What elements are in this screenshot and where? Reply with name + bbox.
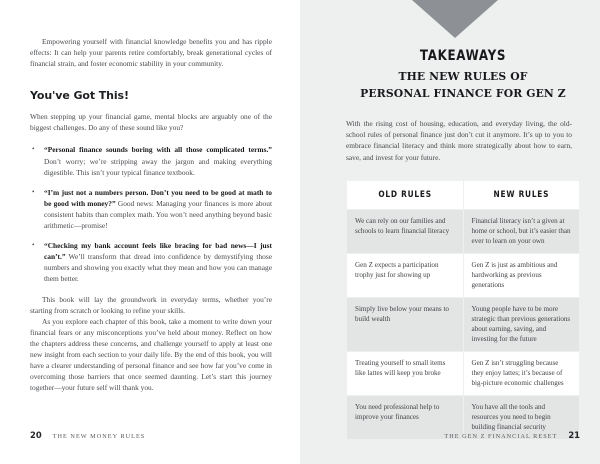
bullet-icon: • xyxy=(32,241,35,250)
takeaways-title: TAKEAWAYS xyxy=(419,48,507,64)
objection-response: We’ll transform that dread into confidence by demystifying those numbers and showing you exactly what they mean and how you can manage them better. xyxy=(44,252,272,284)
objection-quote: “Checking my bank account feels like bracing for bad news—I just can’t.” xyxy=(44,241,272,262)
column-header-new-rules: NEW RULES xyxy=(463,180,580,209)
table-header-row xyxy=(347,180,580,209)
column-header-old-rules: OLD RULES xyxy=(347,180,464,209)
table-row xyxy=(347,253,580,297)
cell-new-rule: Gen Z isn’t struggling because they enjoy lattes; it’s because of big-picture economic challenges xyxy=(463,351,580,395)
takeaways-ornament xyxy=(300,0,600,40)
closing-paragraphs xyxy=(30,294,272,394)
takeaways-subtitle-line-1: THE NEW RULES OF xyxy=(398,69,528,83)
page-number-left: 20 xyxy=(30,430,42,440)
running-head-left: THE NEW MONEY RULES xyxy=(52,433,146,440)
left-page-footer xyxy=(30,430,145,440)
page-number-right: 21 xyxy=(568,430,580,440)
cell-old-rule: Gen Z expects a participation trophy just for showing up xyxy=(347,253,464,297)
table-body xyxy=(347,209,580,439)
running-head-right: THE GEN Z FINANCIAL RESET xyxy=(444,433,558,440)
down-triangle-icon xyxy=(412,0,498,38)
takeaways-intro: With the rising cost of housing, education, and everyday living, the old-school rules of personal finance just don’t cut it anymore. It’s up to you to embrace financial literacy and think more strategically about how to earn, save, and invest for your future. xyxy=(346,119,572,162)
table-header xyxy=(347,180,580,209)
objection-quote: “I’m just not a numbers person. Don’t you need to be good at math to be good with money?” xyxy=(44,187,272,208)
lead-paragraph: When stepping up your financial game, mental blocks are arguably one of the biggest challenges. Do any of these sound like you? xyxy=(30,112,272,133)
cell-old-rule: We can rely on our families and schools to learn financial literacy xyxy=(347,209,464,253)
objection-response: Don’t worry; we’re stripping away the jargon and making everything digestible. This isn’t your typical finance textbook. xyxy=(44,156,272,177)
list-item xyxy=(30,144,272,177)
cell-new-rule: Young people have to be more strategic than previous generations about earning, saving, and investing for the future xyxy=(463,297,580,351)
cell-old-rule: You need professional help to improve your finances xyxy=(347,395,464,439)
list-item xyxy=(30,187,272,231)
section-heading: You've Got This! xyxy=(30,89,129,103)
objection-response: Good news: Managing your finances is more about consistent habits than complex math. You won’t need anything beyond basic arithmetic—promise! xyxy=(44,198,272,231)
table-row xyxy=(347,297,580,351)
cell-new-rule: You have all the tools and resources you need to begin building financial security xyxy=(463,395,580,439)
bullet-icon: • xyxy=(32,187,35,196)
cell-new-rule: Financial literacy isn’t a given at home or school, but it’s easier than ever to learn on your own xyxy=(463,209,580,253)
right-page-footer xyxy=(444,430,580,440)
closing-paragraph-1: This book will lay the groundwork in everyday terms, whether you’re starting from scratch or looking to refine your skills. xyxy=(30,294,272,315)
opening-paragraph: Empowering yourself with financial knowledge benefits you and has ripple effects: It can help your parents retire comfortably, break generational cycles of financial strain, and foster economic stability in your community. xyxy=(30,37,272,69)
cell-old-rule: Treating yourself to small items like lattes will keep you broke xyxy=(347,351,464,395)
old-vs-new-rules-table xyxy=(346,180,580,440)
takeaways-subtitle-line-2: PERSONAL FINANCE FOR GEN Z xyxy=(360,86,566,100)
right-page xyxy=(300,0,600,464)
objection-list xyxy=(30,144,272,284)
cell-new-rule: Gen Z is just as ambitious and hardworking as previous generations xyxy=(463,253,580,297)
closing-paragraph-2: As you explore each chapter of this book, take a moment to write down your financial fears or any misconceptions you’ve held about money. Reflect on how the chapters address these concerns, and challenge yourself to apply at least one new insight from each section to your daily life. By the end of this book, you will have a clearer understanding of personal finance and see how far you’ve come in overcoming those barriers that once seemed daunting. Let’s start this journey together—your future self will thank you. xyxy=(30,316,272,393)
list-item xyxy=(30,240,272,284)
objection-quote: “Personal finance sounds boring with all those complicated terms.” xyxy=(44,145,272,155)
table-row xyxy=(347,209,580,253)
cell-old-rule: Simply live below your means to build wealth xyxy=(347,297,464,351)
table-row xyxy=(347,351,580,395)
bullet-icon: • xyxy=(32,145,35,154)
